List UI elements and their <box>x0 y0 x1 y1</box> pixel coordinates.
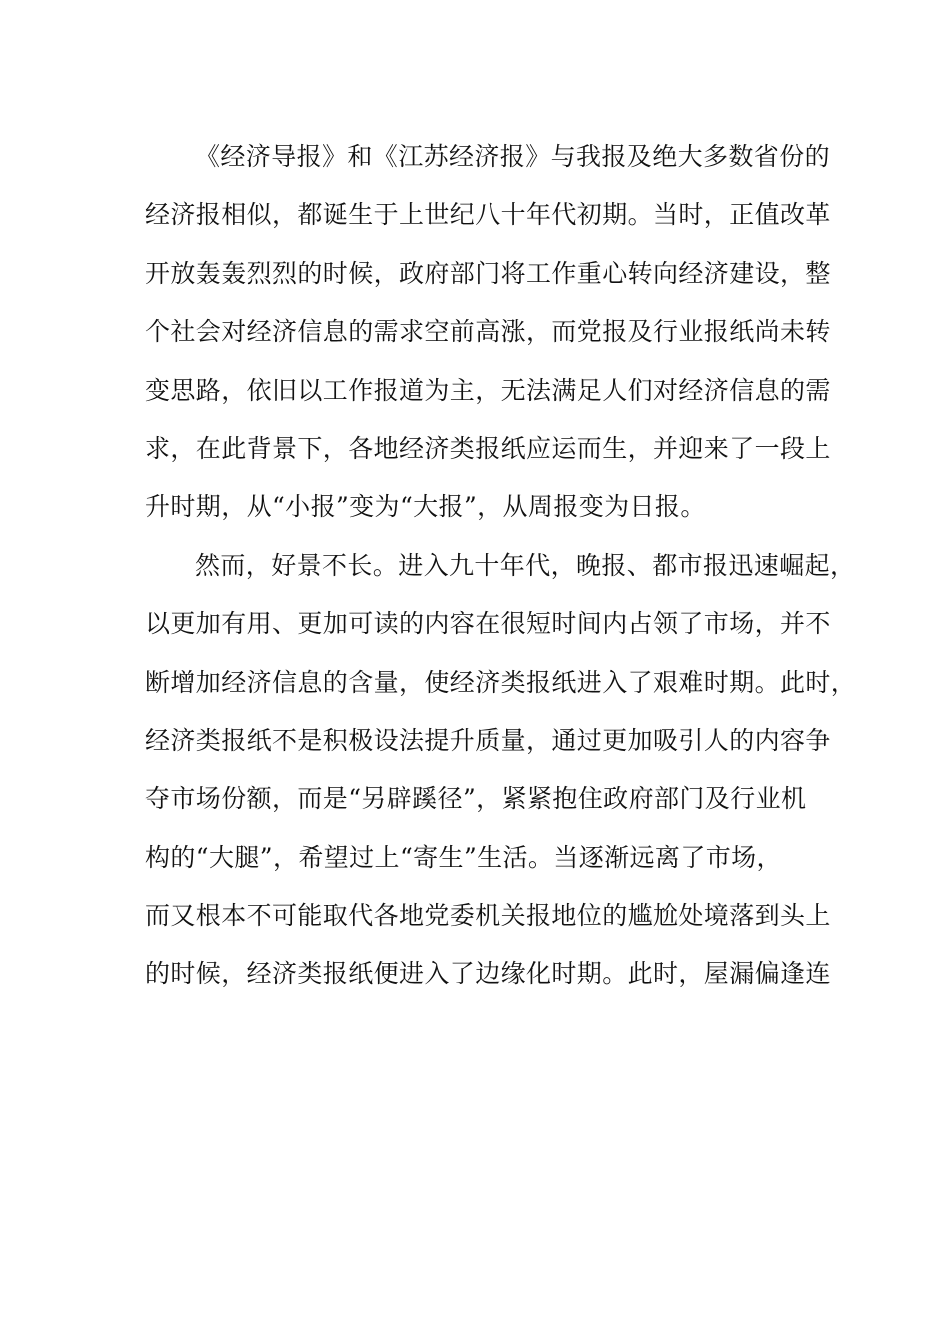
text-line: 断增加经济信息的含量，使经济类报纸进入了艰难时期。此时， <box>145 667 857 697</box>
text-line: 而又根本不可能取代各地党委机关报地位的尴尬处境落到头上 <box>145 901 831 931</box>
text-line: 经济类报纸不是积极设法提升质量，通过更加吸引人的内容争 <box>145 725 831 755</box>
text-line: 《经济导报》和《江苏经济报》与我报及绝大多数省份的 <box>195 142 831 171</box>
text-line: 构的“大腿”，希望过上“寄生”生活。当逐渐远离了市场， <box>145 842 782 872</box>
text-line: 升时期，从“小报”变为“大报”，从周报变为日报。 <box>145 492 706 522</box>
text-line: 经济报相似，都诞生于上世纪八十年代初期。当时，正值改革 <box>145 200 831 230</box>
paragraph-1 <box>145 128 835 537</box>
text-line: 求，在此背景下，各地经济类报纸应运而生，并迎来了一段上 <box>145 433 831 463</box>
text-line: 开放轰轰烈烈的时候，政府部门将工作重心转向经济建设，整 <box>145 258 831 288</box>
text-line: 夺市场份额，而是“另辟蹊径”，紧紧抱住政府部门及行业机 <box>145 784 807 814</box>
text-line: 变思路，依旧以工作报道为主，无法满足人们对经济信息的需 <box>145 375 831 405</box>
paragraph-2 <box>145 537 857 1004</box>
text-line: 然而，好景不长。进入九十年代，晚报、都市报迅速崛起， <box>195 550 856 580</box>
text-line: 的时候，经济类报纸便进入了边缘化时期。此时，屋漏偏逢连 <box>145 959 831 989</box>
text-line: 个社会对经济信息的需求空前高涨，而党报及行业报纸尚未转 <box>145 317 831 347</box>
text-line: 以更加有用、更加可读的内容在很短时间内占领了市场，并不 <box>145 609 831 639</box>
body-text <box>145 128 857 1004</box>
